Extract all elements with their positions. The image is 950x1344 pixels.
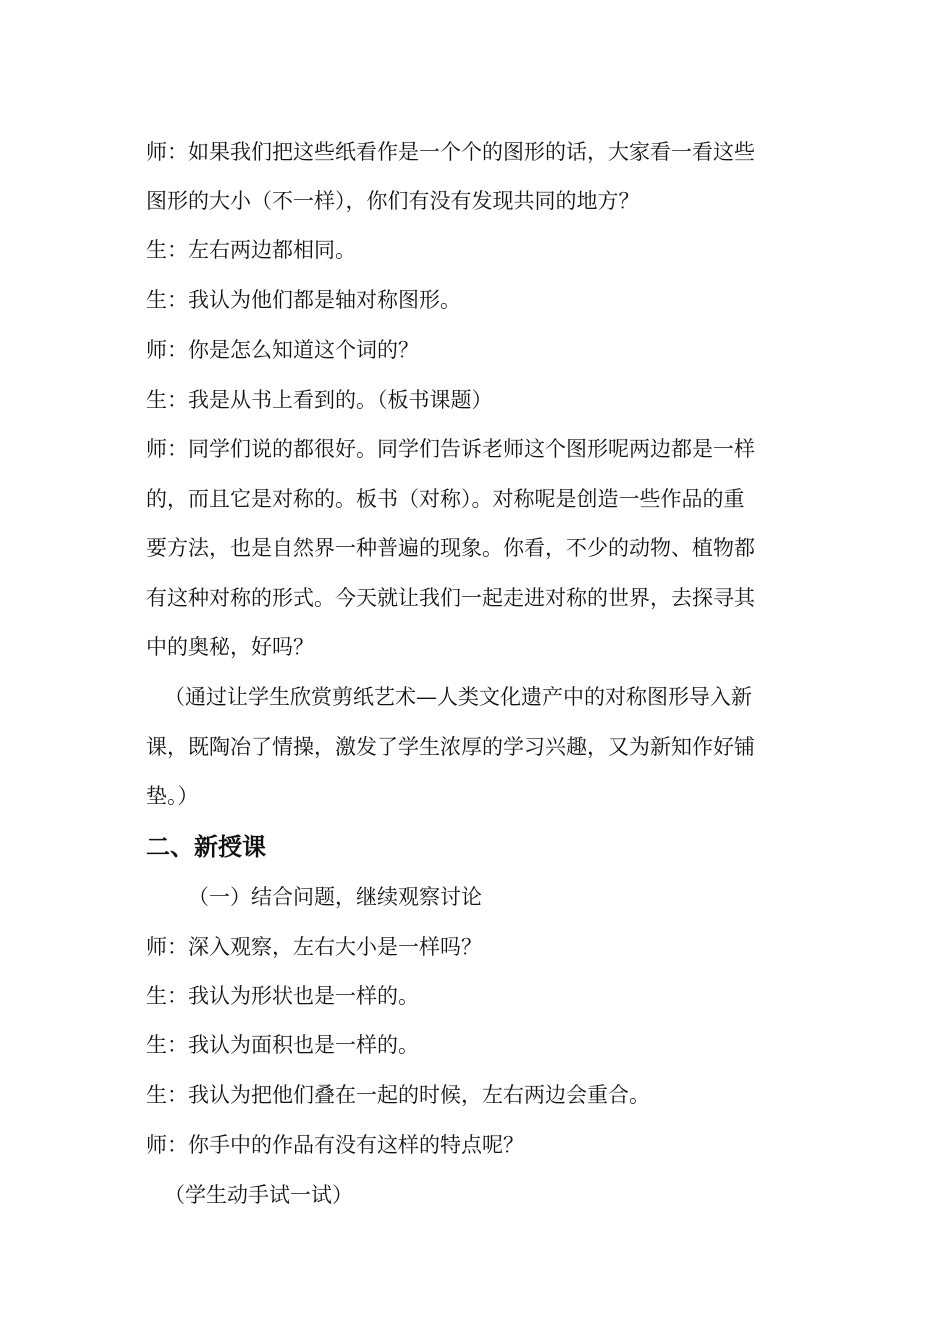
paragraph-line: 生：我认为把他们叠在一起的时候，左右两边会重合。 [146, 1083, 650, 1107]
paragraph-line: 生：我认为形状也是一样的。 [146, 984, 419, 1008]
paragraph-line: 课，既陶冶了情操，激发了学生浓厚的学习兴趣，又为新知作好铺 [146, 735, 755, 759]
paragraph-line: 师：你手中的作品有没有这样的特点呢？ [146, 1133, 524, 1157]
paragraph-line: 垫。） [146, 784, 199, 808]
paragraph-line: 要方法，也是自然界一种普遍的现象。你看，不少的动物、植物都 [146, 536, 755, 560]
paragraph-line: （学生动手试一试） [164, 1183, 353, 1207]
paragraph-line: 生：我是从书上看到的。（板书课题） [146, 388, 493, 412]
paragraph-line: 的，而且它是对称的。板书（对称）。对称呢是创造一些作品的重 [146, 487, 745, 511]
paragraph-line: 师：你是怎么知道这个词的？ [146, 338, 419, 362]
paragraph-line: 中的奥秘，好吗？ [146, 635, 314, 659]
section-heading: 二、新授课 [146, 832, 266, 861]
paragraph-line: 师：深入观察，左右大小是一样吗？ [146, 935, 482, 959]
paragraph-line: 图形的大小（不一样），你们有没有发现共同的地方？ [146, 189, 640, 213]
paragraph-line: 生：我认为他们都是轴对称图形。 [146, 288, 461, 312]
paragraph-line: 师：同学们说的都很好。同学们告诉老师这个图形呢两边都是一样 [146, 437, 755, 461]
paragraph-line: （通过让学生欣赏剪纸艺术—人类文化遗产中的对称图形导入新 [164, 685, 752, 709]
paragraph-line: 生：左右两边都相同。 [146, 238, 356, 262]
subsection-heading: （一）结合问题，继续观察讨论 [188, 885, 482, 909]
paragraph-line: 师：如果我们把这些纸看作是一个个的图形的话，大家看一看这些 [146, 140, 755, 164]
paragraph-line: 有这种对称的形式。今天就让我们一起走进对称的世界，去探寻其 [146, 586, 755, 610]
paragraph-line: 生：我认为面积也是一样的。 [146, 1033, 419, 1057]
